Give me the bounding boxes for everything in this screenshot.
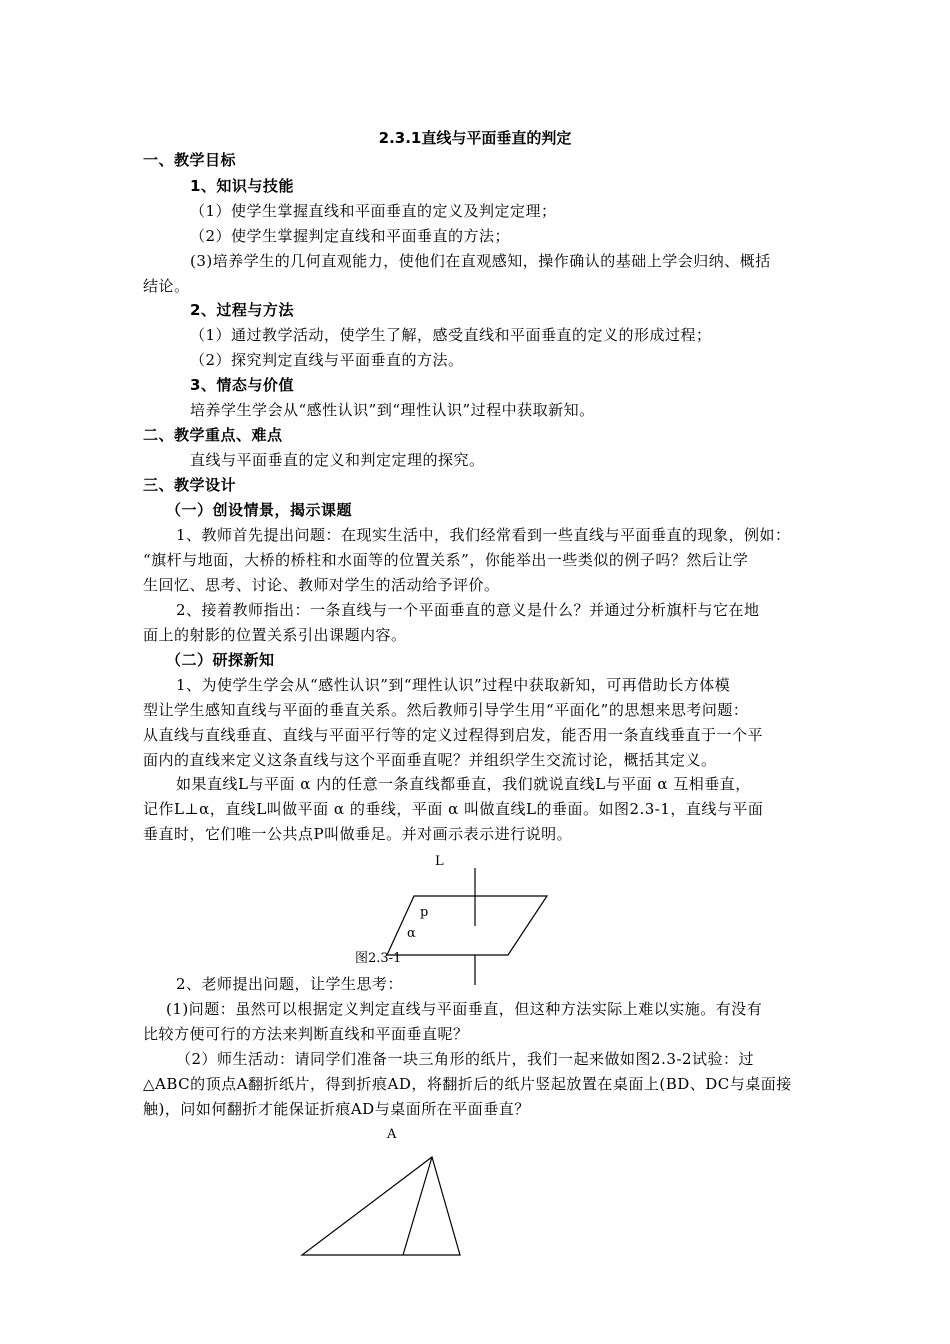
paragraph-line: 结论。 xyxy=(143,277,190,295)
paragraph-line: 面上的射影的位置关系引出课题内容。 xyxy=(143,626,407,644)
paragraph-line: （2）师生活动：请同学们准备一块三角形的纸片，我们一起来做如图2.3-2试验：过 xyxy=(176,1050,755,1068)
section-heading-2: 二、教学重点、难点 xyxy=(143,426,283,444)
paragraph-line: （2）探究判定直线与平面垂直的方法。 xyxy=(190,351,464,369)
paragraph-line: 面内的直线来定义这条直线与这个平面垂直呢？并组织学生交流讨论，概括其定义。 xyxy=(143,751,717,769)
subheading-scenario: （一）创设情景，揭示课题 xyxy=(166,501,353,519)
paragraph-line: 2、老师提出问题，让学生思考： xyxy=(176,975,404,993)
paragraph-line: 1、为使学生学会从“感性认识”到“理性认识”过程中获取新知，可再借助长方体模 xyxy=(176,676,731,694)
paragraph-line: 从直线与直线垂直、直线与平面平行等的定义过程得到启发，能否用一条直线垂直于一个平 xyxy=(143,726,764,744)
paragraph-line: 记作L⊥α，直线L叫做平面 α 的垂线，平面 α 叫做直线L的垂面。如图2.3-1，直线与平面 xyxy=(143,800,764,818)
paragraph-line: 2、接着教师指出：一条直线与一个平面垂直的意义是什么？并通过分析旗杆与它在地 xyxy=(176,601,760,619)
paragraph-line: 比较方便可行的方法来判断直线和平面垂直呢？ xyxy=(143,1025,469,1043)
paragraph-line: （1）使学生掌握直线和平面垂直的定义及判定定理； xyxy=(190,202,557,220)
paragraph-line: 直线与平面垂直的定义和判定定理的探究。 xyxy=(190,451,485,469)
paragraph-line: “旗杆与地面，大桥的桥柱和水面等的位置关系”，你能举出一些类似的例子吗？然后让学 xyxy=(143,551,749,569)
section-heading-1: 一、教学目标 xyxy=(143,151,237,169)
paragraph-line: △ABC的顶点A翻折纸片，得到折痕AD，将翻折后的纸片竖起放置在桌面上(BD、DC与桌面接 xyxy=(143,1075,792,1093)
paragraph-line: 型让学生感知直线与平面的垂直关系。然后教师引导学生用“平面化”的思想来思考问题： xyxy=(143,701,749,719)
fold-crease-AD xyxy=(403,1157,432,1255)
figure-label-p: p xyxy=(420,905,429,920)
page-title: 2.3.1直线与平面垂直的判定 xyxy=(378,129,572,147)
figure-caption: 图2.3-1 xyxy=(355,951,402,966)
paragraph-line: 生回忆、思考、讨论、教师对学生的活动给予评价。 xyxy=(143,576,500,594)
figure-label-A: A xyxy=(387,1127,397,1142)
figure-label-L: L xyxy=(435,854,444,869)
section-heading-3: 三、教学设计 xyxy=(143,476,237,494)
triangle-ABC xyxy=(302,1157,460,1255)
paragraph-line: 垂直时，它们唯一公共点P叫做垂足。并对画示表示进行说明。 xyxy=(143,825,573,843)
paragraph-line: （2）使学生掌握判定直线和平面垂直的方法； xyxy=(190,227,511,245)
paragraph-line: (1)问题：虽然可以根据定义判定直线与平面垂直，但这种方法实际上难以实施。有没有 xyxy=(166,1000,763,1018)
paragraph-line: 触)，问如何翻折才能保证折痕AD与桌面所在平面垂直？ xyxy=(143,1100,530,1118)
subheading-values: 3、情态与价值 xyxy=(190,376,294,394)
subheading-process: 2、过程与方法 xyxy=(190,301,294,319)
subheading-explore: （二）研探新知 xyxy=(166,651,275,669)
paragraph-line: (3)培养学生的几何直观能力，使他们在直观感知，操作确认的基础上学会归纳、概括 xyxy=(190,252,771,270)
paragraph-line: （1）通过教学活动，使学生了解，感受直线和平面垂直的定义的形成过程； xyxy=(190,326,712,344)
figure-label-alpha: α xyxy=(407,926,416,941)
paragraph-line: 1、教师首先提出问题：在现实生活中，我们经常看到一些直线与平面垂直的现象，例如： xyxy=(176,526,791,544)
paragraph-line: 培养学生学会从“感性认识”到“理性认识”过程中获取新知。 xyxy=(190,401,595,419)
subheading-knowledge: 1、知识与技能 xyxy=(190,177,294,195)
paragraph-line: 如果直线L与平面 α 内的任意一条直线都垂直，我们就说直线L与平面 α 互相垂直， xyxy=(176,775,751,793)
